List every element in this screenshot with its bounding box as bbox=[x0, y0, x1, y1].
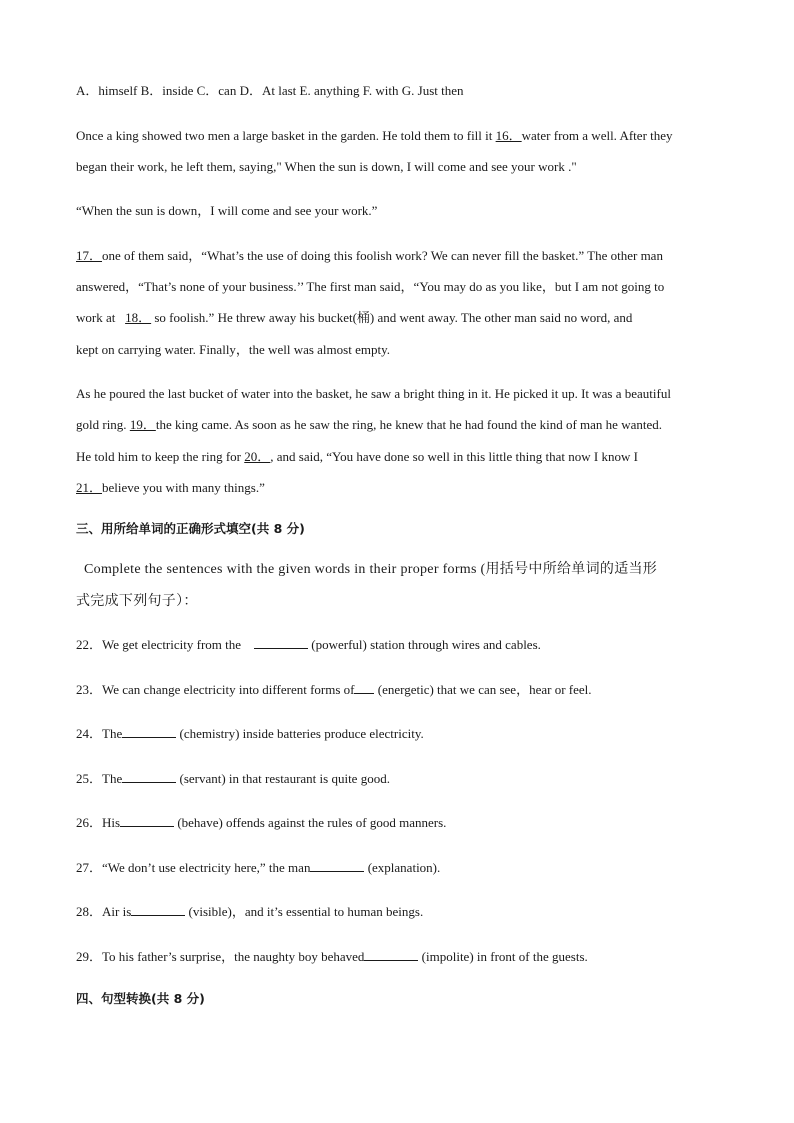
passage-line bbox=[76, 448, 638, 466]
answer-blank[interactable] bbox=[131, 903, 185, 916]
passage-line: kept on carrying water. Finally，the well was almost empty. bbox=[76, 342, 390, 357]
answer-blank[interactable] bbox=[254, 636, 308, 649]
item-number: 22． bbox=[76, 637, 103, 652]
passage-line bbox=[76, 247, 663, 265]
passage-line: began their work, he left them, saying," When the sun is down, I will come and see your work ." bbox=[76, 159, 577, 174]
item-number: 27． bbox=[76, 860, 103, 875]
passage-text: Once a king showed two men a large basket in the garden. He told them to fill it bbox=[76, 128, 496, 143]
exercise-item bbox=[76, 859, 440, 877]
passage-line: answered，“That’s none of your business.’’ The first man said，“You may do as you like，but I am not going to bbox=[76, 279, 665, 294]
exercise-item bbox=[76, 903, 423, 921]
passage-line: “When the sun is down，I will come and see your work.” bbox=[76, 203, 378, 218]
item-text: (chemistry) inside batteries produce electricity. bbox=[176, 726, 424, 741]
passage-text: gold ring. bbox=[76, 417, 130, 432]
item-text: Air is bbox=[102, 904, 132, 919]
passage-text: one of them said，“What’s the use of doing this foolish work? We can never fill the basket.” The other man bbox=[102, 248, 663, 263]
item-text: (visible)，and it’s essential to human beings. bbox=[185, 904, 424, 919]
passage-text: so foolish.” He threw away his bucket(桶) and went away. The other man said no word, and bbox=[151, 310, 633, 325]
section-heading: 三、用所给单词的正确形式填空(共 8 分) bbox=[76, 521, 305, 536]
blank-16[interactable]: 16． bbox=[495, 128, 522, 143]
section-instruction: Complete the sentences with the given words in their proper forms (用括号中所给单词的适当形 bbox=[84, 562, 658, 577]
exercise-item bbox=[76, 814, 446, 832]
passage-text: believe you with many things.” bbox=[102, 480, 265, 495]
item-text: (energetic) that we can see，hear or feel. bbox=[374, 682, 592, 697]
item-text: His bbox=[102, 815, 121, 830]
item-text: (impolite) in front of the guests. bbox=[418, 949, 588, 964]
blank-17[interactable]: 17． bbox=[76, 248, 103, 263]
exercise-item bbox=[76, 681, 592, 699]
answer-blank[interactable] bbox=[364, 948, 418, 961]
item-text: We can change electricity into different forms of bbox=[102, 682, 355, 697]
item-text: (behave) offends against the rules of good manners. bbox=[174, 815, 447, 830]
item-number: 25． bbox=[76, 771, 103, 786]
answer-blank[interactable] bbox=[310, 859, 364, 872]
item-text: The bbox=[102, 726, 123, 741]
word-options: A．himself B．inside C．can D．At last E. anything F. with G. Just then bbox=[76, 83, 464, 98]
passage-text: work at bbox=[76, 310, 119, 325]
passage-text: , and said, “You have done so well in this little thing that now I know I bbox=[270, 449, 638, 464]
item-text: The bbox=[102, 771, 123, 786]
section-heading: 四、句型转换(共 8 分) bbox=[76, 991, 205, 1006]
answer-blank[interactable] bbox=[354, 681, 374, 694]
blank-20[interactable]: 20． bbox=[244, 449, 271, 464]
item-number: 26． bbox=[76, 815, 103, 830]
exercise-item bbox=[76, 770, 390, 788]
answer-blank[interactable] bbox=[122, 770, 176, 783]
item-text: “We don’t use electricity here,” the man bbox=[102, 860, 311, 875]
item-text: To his father’s surprise，the naughty boy behaved bbox=[102, 949, 365, 964]
blank-18[interactable]: 18． bbox=[125, 310, 152, 325]
item-number: 28． bbox=[76, 904, 103, 919]
blank-21[interactable]: 21． bbox=[76, 480, 103, 495]
passage-line bbox=[76, 127, 673, 145]
answer-blank[interactable] bbox=[120, 814, 174, 827]
answer-blank[interactable] bbox=[122, 725, 176, 738]
passage-line bbox=[76, 416, 662, 434]
item-text: (powerful) station through wires and cables. bbox=[308, 637, 541, 652]
passage-text: the king came. As soon as he saw the ring, he knew that he had found the kind of man he wanted. bbox=[155, 417, 662, 432]
section-instruction: 式完成下列句子）： bbox=[76, 593, 198, 609]
passage-text: water from a well. After they bbox=[521, 128, 673, 143]
exercise-item bbox=[76, 725, 424, 743]
item-number: 24． bbox=[76, 726, 103, 741]
passage-line: As he poured the last bucket of water into the basket, he saw a bright thing in it. He picked it up. It was a beautiful bbox=[76, 386, 671, 401]
exercise-item bbox=[76, 636, 541, 654]
passage-line bbox=[76, 309, 632, 327]
item-text: We get electricity from the bbox=[102, 637, 245, 652]
passage-line bbox=[76, 479, 265, 497]
item-number: 29． bbox=[76, 949, 103, 964]
item-text: (servant) in that restaurant is quite good. bbox=[176, 771, 390, 786]
item-text: (explanation). bbox=[364, 860, 441, 875]
exercise-item bbox=[76, 948, 588, 966]
item-number: 23． bbox=[76, 682, 103, 697]
passage-text: He told him to keep the ring for bbox=[76, 449, 245, 464]
blank-19[interactable]: 19． bbox=[129, 417, 156, 432]
